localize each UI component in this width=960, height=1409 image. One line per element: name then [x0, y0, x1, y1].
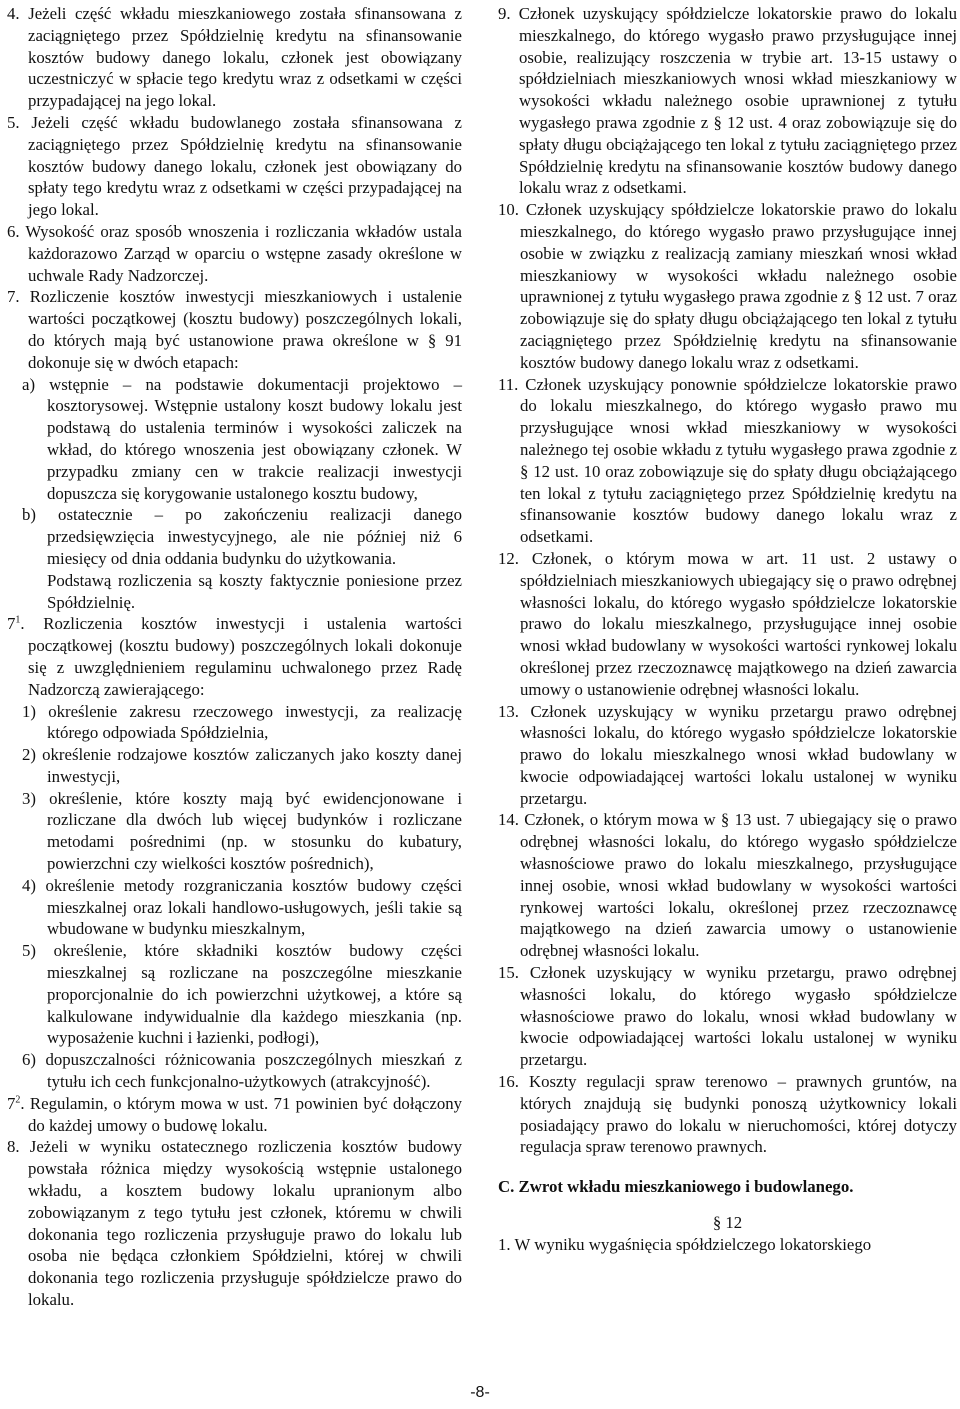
paragraph-16: 16. Koszty regulacji spraw terenowo – prawnych gruntów, na których znajdują się budynki ponoszą użytkownicy lokali posiadający prawo do lokalu w nieruchomości, której dotyczy regulacja spraw terenowo prawnych.: [498, 1072, 957, 1157]
paragraph-7-1: [7, 613, 462, 700]
paragraph-7-2: [7, 1093, 462, 1137]
paragraph-next: 1. W wyniku wygaśnięcia spółdzielczego lokatorskiego: [498, 1234, 872, 1254]
paragraph-7-continuation: Podstawą rozliczenia są koszty faktycznie poniesione przez Spółdzielnię.: [47, 570, 462, 612]
paragraph-13: 13. Członek uzyskujący w wyniku przetargu prawo odrębnej własności lokalu, do którego wygasło spółdzielcze lokatorskie prawo do lokalu mieszkalnego wnosi wkład budowlany w kwocie odpowiadającej wartości lokalu ustalonej w wyniku przetargu.: [498, 701, 957, 808]
paragraph-7-1-superscript: 1: [15, 614, 21, 626]
paragraph-7-1-text: . Rozliczenia kosztów inwestycji i ustalenia wartości początkowej (kosztu budowy) poszczególnych lokali dokonuje się z uwzględnieniem regulaminu uchwalonego przez Radę Nadzorczą zawierającego:: [20, 614, 462, 699]
list-item: 1) określenie zakresu rzeczowego inwestycji, za realizację którego odpowiada Spółdzielnia,: [22, 701, 462, 743]
paragraph-11: 11. Członek uzyskujący ponownie spółdzielcze lokatorskie prawo do lokalu mieszkalnego, do którego wygasło prawo mu przysługujące wnosi wkład mieszkaniowy w wysokości należnego tej osobie wkładu z tytułu wygasłego prawa zgodnie z § 12 ust. 10 oraz zobowiązuje się do spłaty długu obciążającego ten lokal z tytułu zaciągniętego przez Spółdzielnię kredytu na sfinansowanie kosztów budowy danego lokalu wraz z odsetkami.: [498, 374, 957, 547]
section-heading: C. Zwrot wkładu mieszkaniowego i budowlanego.: [498, 1177, 854, 1197]
page-number: -8-: [470, 1384, 490, 1401]
paragraph-10: 10. Członek uzyskujący spółdzielcze lokatorskie prawo do lokalu mieszkalnego, do którego wygasło prawo przysługujące innej osobie w związku z realizacją zamiany mieszkań wnosi wkład mieszkaniowy w wysokości wkładu należnego osobie uprawnionej z tytułu wygasłego prawa zgodnie z § 12 ust. 7 oraz zobowiązuje się do spłaty długu obciążającego ten lokal z tytułu zaciągniętego przez Spółdzielnię kredytu na sfinansowanie kosztów budowy danego lokalu wraz z odsetkami.: [498, 200, 957, 372]
list-item: 2) określenie rodzajowe kosztów zaliczanych jako koszty danej inwestycji,: [22, 745, 462, 786]
paragraph-12: 12. Członek, o którym mowa w art. 11 ust. 2 ustawy o spółdzielniach mieszkaniowych ubiegający się o prawo odrębnej własności lokalu, do którego wygasło spółdzielcze lokatorskie prawo do lokalu mieszkalnego, przysługujące innej osobie wnosi wkład budowlany w wysokości wartości rynkowej lokalu określonej przez rzeczoznawcę majątkowego na dzień zawarcia umowy o ustanowienie odrębnej własności lokalu.: [498, 548, 957, 699]
paragraph-7-item-b: b) ostatecznie – po zakończeniu realizacji danego przedsięwzięcia inwestycyjnego, ale nie później niż 6 miesięcy od dnia oddania budynku do użytkowania.: [22, 505, 462, 568]
section-mark: § 12: [712, 1213, 743, 1233]
paragraph-14: 14. Członek, o którym mowa w § 13 ust. 7 ubiegający się o prawo odrębnej własności lokalu, do którego wygasło spółdzielcze własnościowe prawo do lokalu mieszkalnego, przysługujące innej osobie, wnosi wkład budowlany w wysokości wartości rynkowej wartości lokalu, określonej przez rzeczoznawcę majątkowego na dzień zawarcia umowy o ustanowienie odrębnej własności lokalu.: [498, 810, 957, 961]
paragraph-8: 8. Jeżeli w wyniku ostatecznego rozliczenia kosztów budowy powstała różnica między wysokością wstępnie ustalonego wkładu, a kosztem budowy lokalu upranionym albo zobowiązanym z tego tytułu jest członek, któremu w chwili dokonania tego rozliczenia przysługuje prawo do lokalu lub osoba nie będąca członkiem Spółdzielni, której w chwili dokonania tego rozliczenia przysługuje spółdzielcze prawo do lokalu.: [7, 1137, 462, 1310]
paragraph-7-2-text: . Regulamin, o którym mowa w ust. 71 powinien być dołączony do każdej umowy o budowę lokalu.: [20, 1093, 462, 1135]
right-column: [498, 3, 957, 1256]
paragraph-4: 4. Jeżeli część wkładu mieszkaniowego została sfinansowana z zaciągniętego przez Spółdzielnię kredytu na sfinansowanie kosztów budowy danego lokalu, członek jest obowiązany uczestniczyć w spłacie tego kredytu wraz z odsetkami w części przypadającej na jego lokal.: [7, 4, 462, 111]
paragraph-15: 15. Członek uzyskujący w wyniku przetargu, prawo odrębnej własności lokalu, do którego wygasło spółdzielcze własnościowe prawo do lokalu, wnosi wkład budowlany w kwocie odpowiadającej wartości lokalu ustalonej w wyniku przetargu.: [498, 963, 957, 1070]
paragraph-5: 5. Jeżeli część wkładu budowlanego została sfinansowana z zaciągniętego przez Spółdzielnię kredytu na sfinansowanie kosztów budowy danego lokalu, członek jest obowiązany do spłaty tego kredytu wraz z odsetkami w części przypadającej na jego lokal.: [7, 112, 462, 220]
paragraph-7: 7. Rozliczenie kosztów inwestycji mieszkaniowych i ustalenie wartości początkowej (kosztu budowy) poszczególnych lokali, do których mają być ustanowione prawa określone w § 91 dokonuje się w dwóch etapach:: [7, 287, 462, 372]
list-item: 4) określenie metody rozgraniczania kosztów budowy części mieszkalnej oraz lokali handlowo-usługowych, jeśli takie są wbudowane w budynku mieszkalnym,: [22, 875, 462, 939]
list-item: 6) dopuszczalności różnicowania poszczególnych mieszkań z tytułu ich cech funkcjonalno-użytkowych (atrakcyjność).: [22, 1050, 462, 1092]
list-item: 3) określenie, które koszty mają być ewidencjonowane i rozliczane dla dwóch lub więcej budynków i rozliczane metodami pośrednimi (np. w stosunku do kubatury, powierzchni czy wielkości kosztów pośrednich),: [22, 788, 462, 874]
paragraph-6: 6. Wysokość oraz sposób wnoszenia i rozliczania wkładów ustala każdorazowo Zarząd w oparciu o wstępne zasady określone w uchwale Rady Nadzorczej.: [7, 221, 462, 285]
paragraph-7-2-number: 7: [7, 1093, 16, 1113]
paragraph-7-2-superscript: 2: [15, 1094, 21, 1106]
left-column: [7, 3, 462, 1311]
paragraph-7-item-a: a) wstępnie – na podstawie dokumentacji projektowo – kosztorysowej. Wstępnie ustalony koszt budowy lokalu jest podstawą do ustalenia terminów i wysokości zaliczek na wkład, do którego wnoszenia jest obowiązany członek. W przypadku zmiany cen w trakcie realizacji inwestycji dopuszcza się korygowanie ustalonego kosztu budowy,: [22, 374, 462, 503]
paragraph-9: 9. Członek uzyskujący spółdzielcze lokatorskie prawo do lokalu mieszkalnego, do którego wygasło prawo przysługujące innej osobie, realizujący roszczenia w trybie art. 13-15 ustawy o spółdzielniach mieszkaniowych wnosi wkład mieszkaniowy w wysokości wkładu należnego osobie uprawnionej z tytułu wygasłego prawa zgodnie z § 12 ust. 4 oraz zobowiązuje się do spłaty długu obciążającego ten lokal z tytułu zaciągniętego przez Spółdzielnię kredytu na sfinansowanie kosztów budowy danego lokalu wraz z odsetkami.: [498, 4, 957, 198]
paragraph-7-1-number: 7: [7, 614, 16, 634]
paragraph-7-1-list: [7, 701, 462, 1093]
list-item: 5) określenie, które składniki kosztów budowy części mieszkalnej są rozliczane na poszczególne mieszkanie proporcjonalnie do ich powierzchni użytkowej, a które są kalkulowane indywidualnie dla każdego mieszkania (np. wyposażenie kuchni i łazienki, podłogi),: [22, 941, 462, 1048]
